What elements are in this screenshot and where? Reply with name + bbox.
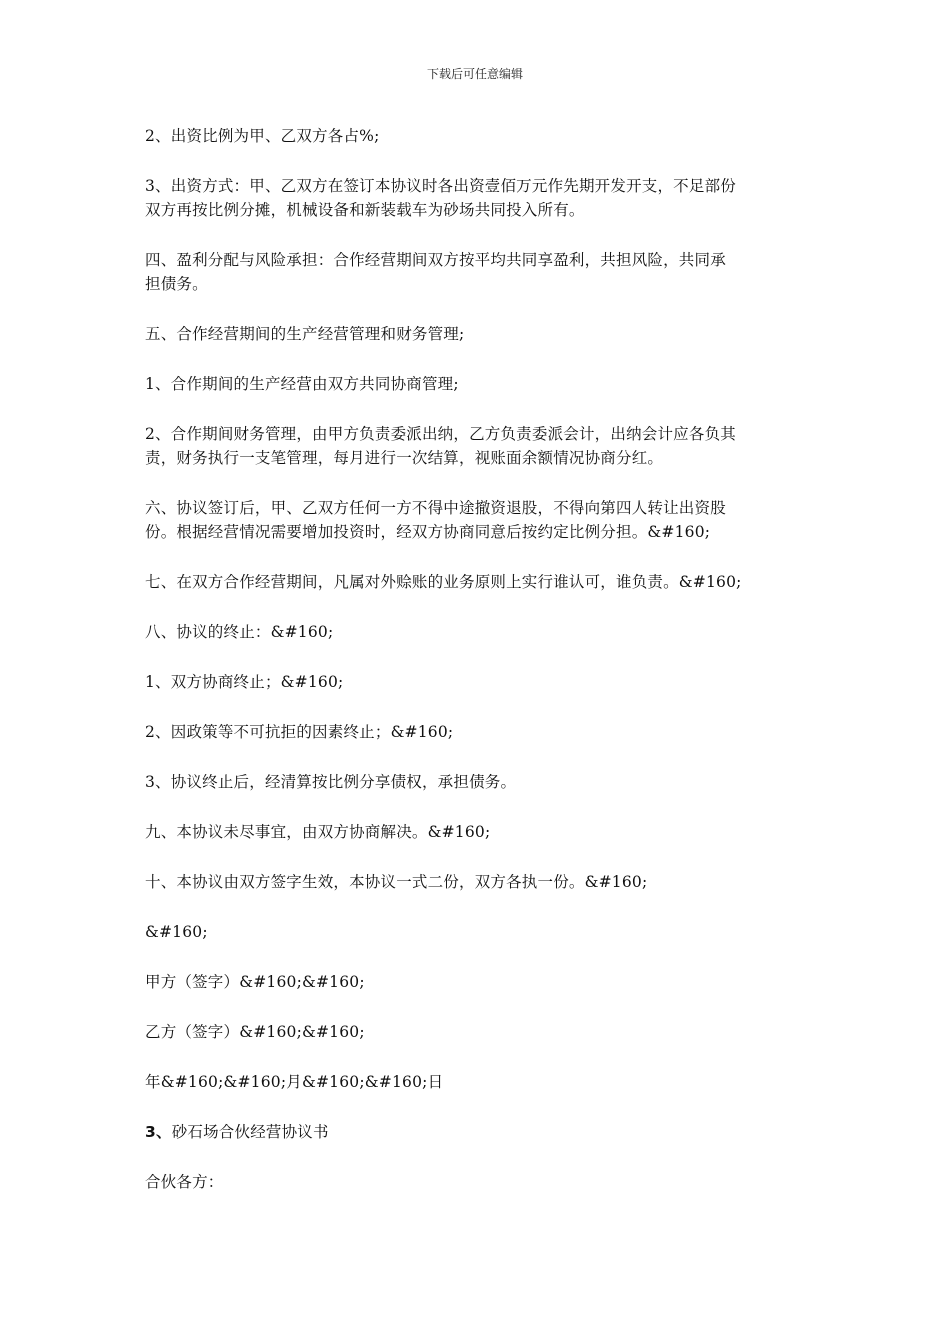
line: 合伙各方： [145,1173,224,1191]
line: 五、合作经营期间的生产经营管理和财务管理; [145,325,465,343]
line: 3、出资方式：甲、乙双方在签订本协议时各出资壹佰万元作先期开发开支，不足部份 [145,177,736,195]
clause-effectiveness [145,870,805,894]
line: 2、合作期间财务管理，由甲方负责委派出纳，乙方负责委派会计，出纳会计应各负其 [145,425,736,443]
blank-entity-line [145,920,805,944]
party-a-signature [145,970,805,994]
clause-no-withdrawal [145,496,805,544]
line: 份。根据经营情况需要增加投资时，经双方协商同意后按约定比例分担。&#160; [145,523,711,541]
party-b-signature [145,1020,805,1044]
partners-label [145,1170,805,1194]
line: 六、协议签订后，甲、乙双方任何一方不得中途撤资退股，不得向第四人转让出资股 [145,499,726,517]
clause-credit-responsibility [145,570,805,594]
section-heading [145,1120,805,1144]
line: 2、出资比例为甲、乙双方各占%; [145,127,380,145]
clause-management-heading [145,322,805,346]
line: 3、协议终止后，经清算按比例分享债权，承担债务。 [145,773,517,791]
line: 甲方（签字）&#160;&#160; [145,973,365,991]
clause-termination-3 [145,770,805,794]
line: 四、盈利分配与风险承担：合作经营期间双方按平均共同享盈利，共担风险，共同承 [145,251,726,269]
clause-unresolved-matters [145,820,805,844]
line: 七、在双方合作经营期间，凡属对外赊账的业务原则上实行谁认可，谁负责。&#160; [145,573,742,591]
line: 九、本协议未尽事宜，由双方协商解决。&#160; [145,823,491,841]
signature-date [145,1070,805,1094]
clause-profit-risk [145,248,805,296]
line: 八、协议的终止：&#160; [145,623,334,641]
line: &#160; [145,923,208,941]
clause-termination-1 [145,670,805,694]
line: 1、双方协商终止；&#160; [145,673,344,691]
page-header: 下载后可任意编辑 [426,67,523,81]
line: 责，财务执行一支笔管理，每月进行一次结算，视账面余额情况协商分红。 [145,449,664,467]
line: 双方再按比例分摊，机械设备和新装载车为砂场共同投入所有。 [145,201,585,219]
line: 1、合作期间的生产经营由双方共同协商管理; [145,375,459,393]
clause-investment-method [145,174,805,222]
document-body [145,124,805,1194]
section-title: 砂石场合伙经营协议书 [171,1123,329,1141]
clause-termination-heading [145,620,805,644]
line: 十、本协议由双方签字生效，本协议一式二份，双方各执一份。&#160; [145,873,648,891]
clause-production-management [145,372,805,396]
line: 年&#160;&#160;月&#160;&#160;日 [145,1073,444,1091]
clause-financial-management [145,422,805,470]
clause-investment-ratio [145,124,805,148]
line: 担债务。 [145,275,208,293]
section-number: 3、 [145,1123,172,1141]
clause-termination-2 [145,720,805,744]
line: 2、因政策等不可抗拒的因素终止；&#160; [145,723,454,741]
line: 乙方（签字）&#160;&#160; [145,1023,365,1041]
